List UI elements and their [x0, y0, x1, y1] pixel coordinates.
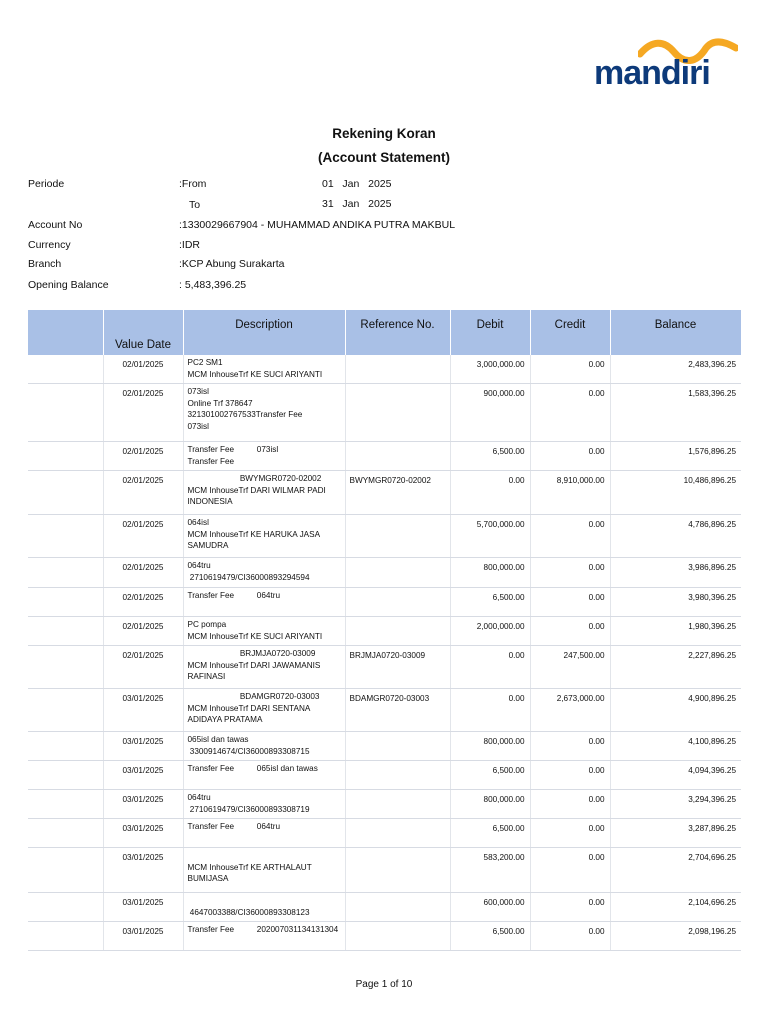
description-line: 4647003388/CI36000893308123 — [187, 907, 310, 917]
table-row — [28, 384, 741, 442]
balance-cell: 2,098,196.25 — [610, 922, 741, 951]
description-line: 064isl — [187, 518, 209, 527]
debit-cell: 800,000.00 — [450, 558, 530, 588]
value-date-cell: 02/01/2025 — [103, 355, 183, 384]
description-cell — [183, 689, 345, 732]
to-label: To — [189, 199, 201, 211]
header-balance: Balance — [610, 310, 741, 355]
description-line: MCM InhouseTrf KE SUCI ARIYANTI — [187, 369, 323, 379]
description-cell — [183, 355, 345, 384]
debit-cell: 583,200.00 — [450, 848, 530, 893]
header-debit: Debit — [450, 310, 530, 355]
balance-cell: 2,227,896.25 — [610, 646, 741, 689]
description-line: 2710619479/CI36000893294594 — [187, 572, 310, 582]
table-row — [28, 558, 741, 588]
description-line: BUMIJASA — [187, 874, 229, 883]
balance-cell: 2,104,696.25 — [610, 893, 741, 922]
table-header-row — [28, 310, 741, 355]
value-date-cell: 02/01/2025 — [103, 588, 183, 617]
row-blank-cell — [28, 588, 103, 617]
row-blank-cell — [28, 790, 103, 819]
value-date-cell: 02/01/2025 — [103, 515, 183, 558]
debit-cell: 0.00 — [450, 471, 530, 515]
description-line: Transfer Fee 064tru — [187, 822, 281, 831]
debit-cell: 0.00 — [450, 646, 530, 689]
description-cell — [183, 922, 345, 951]
page-number: Page 1 of 10 — [355, 979, 413, 990]
balance-cell: 2,704,696.25 — [610, 848, 741, 893]
credit-cell: 8,910,000.00 — [530, 471, 610, 515]
balance-cell: 3,986,896.25 — [610, 558, 741, 588]
row-blank-cell — [28, 848, 103, 893]
balance-cell: 3,294,396.25 — [610, 790, 741, 819]
description-line: PC2 SM1 — [187, 358, 223, 367]
value-date-cell: 02/01/2025 — [103, 442, 183, 471]
opening-balance-value: : 5,483,396.25 — [179, 279, 247, 291]
debit-cell: 900,000.00 — [450, 384, 530, 442]
value-date-cell: 03/01/2025 — [103, 893, 183, 922]
balance-cell: 2,483,396.25 — [610, 355, 741, 384]
description-line: 3300914674/CI36000893308715 — [187, 746, 310, 756]
credit-cell: 0.00 — [530, 848, 610, 893]
credit-cell: 0.00 — [530, 558, 610, 588]
table-row — [28, 819, 741, 848]
row-blank-cell — [28, 819, 103, 848]
description-line: INDONESIA — [187, 497, 233, 506]
debit-cell: 3,000,000.00 — [450, 355, 530, 384]
reference-cell — [345, 893, 450, 922]
description-line: Transfer Fee 064tru — [187, 591, 281, 600]
description-cell — [183, 893, 345, 922]
description-line: Transfer Fee — [187, 456, 235, 466]
description-line: 064tru — [187, 793, 211, 802]
description-line: 073isl — [187, 421, 209, 431]
debit-cell: 0.00 — [450, 689, 530, 732]
reference-cell — [345, 588, 450, 617]
value-date-cell: 03/01/2025 — [103, 689, 183, 732]
description-line: BRJMJA0720-03009 — [187, 649, 316, 658]
table-row — [28, 355, 741, 384]
table-row — [28, 646, 741, 689]
reference-cell — [345, 848, 450, 893]
description-line: MCM InhouseTrf KE SUCI ARIYANTI — [187, 631, 323, 641]
description-cell — [183, 848, 345, 893]
balance-cell: 4,900,896.25 — [610, 689, 741, 732]
debit-cell: 6,500.00 — [450, 922, 530, 951]
description-line: ADIDAYA PRATAMA — [187, 715, 263, 724]
description-line: MCM InhouseTrf KE HARUKA JASA — [187, 529, 321, 539]
debit-cell: 6,500.00 — [450, 819, 530, 848]
table-row — [28, 471, 741, 515]
credit-cell: 0.00 — [530, 922, 610, 951]
description-line: BWYMGR0720-02002 — [187, 474, 322, 483]
credit-cell: 0.00 — [530, 819, 610, 848]
value-date-cell: 02/01/2025 — [103, 617, 183, 646]
table-row — [28, 515, 741, 558]
description-line: PC pompa — [187, 620, 227, 629]
branch-value: :KCP Abung Surakarta — [179, 258, 285, 270]
description-line: RAFINASI — [187, 672, 226, 681]
row-blank-cell — [28, 646, 103, 689]
branch-label: Branch — [28, 258, 62, 270]
description-line: SAMUDRA — [187, 541, 229, 550]
balance-cell: 10,486,896.25 — [610, 471, 741, 515]
table-row — [28, 893, 741, 922]
value-date-cell: 02/01/2025 — [103, 471, 183, 515]
account-label: Account No — [28, 219, 83, 231]
table-row — [28, 761, 741, 790]
table-row — [28, 790, 741, 819]
reference-cell — [345, 819, 450, 848]
row-blank-cell — [28, 355, 103, 384]
balance-cell: 1,583,396.25 — [610, 384, 741, 442]
value-date-cell: 02/01/2025 — [103, 558, 183, 588]
header-credit: Credit — [530, 310, 610, 355]
debit-cell: 6,500.00 — [450, 588, 530, 617]
account-value: :1330029667904 - MUHAMMAD ANDIKA PUTRA MAKBUL — [179, 219, 456, 231]
balance-cell: 4,786,896.25 — [610, 515, 741, 558]
credit-cell: 0.00 — [530, 761, 610, 790]
reference-cell: BDAMGR0720-03003 — [345, 689, 450, 732]
credit-cell: 2,673,000.00 — [530, 689, 610, 732]
value-date-cell: 02/01/2025 — [103, 384, 183, 442]
description-cell — [183, 732, 345, 761]
description-cell — [183, 646, 345, 689]
table-row — [28, 617, 741, 646]
document-subtitle: (Account Statement) — [317, 150, 450, 165]
row-blank-cell — [28, 893, 103, 922]
description-line: MCM InhouseTrf DARI SENTANA — [187, 703, 311, 713]
reference-cell — [345, 515, 450, 558]
table-row — [28, 689, 741, 732]
credit-cell: 0.00 — [530, 588, 610, 617]
reference-cell: BWYMGR0720-02002 — [345, 471, 450, 515]
header-value-date: Value Date — [103, 310, 183, 355]
debit-cell: 600,000.00 — [450, 893, 530, 922]
debit-cell: 5,700,000.00 — [450, 515, 530, 558]
balance-cell: 3,287,896.25 — [610, 819, 741, 848]
transactions-table — [28, 310, 742, 951]
description-line: 321301002767533Transfer Fee — [187, 410, 303, 419]
description-line: 064tru — [187, 561, 211, 570]
value-date-cell: 03/01/2025 — [103, 761, 183, 790]
row-blank-cell — [28, 689, 103, 732]
description-line: 065isl dan tawas — [187, 735, 249, 744]
table-row — [28, 848, 741, 893]
reference-cell — [345, 384, 450, 442]
credit-cell: 0.00 — [530, 790, 610, 819]
header-blank — [28, 310, 103, 355]
credit-cell: 247,500.00 — [530, 646, 610, 689]
reference-cell — [345, 922, 450, 951]
document-title: Rekening Koran — [332, 126, 436, 141]
from-date: 01 Jan 2025 — [322, 178, 392, 190]
reference-cell — [345, 442, 450, 471]
description-cell — [183, 790, 345, 819]
reference-cell — [345, 355, 450, 384]
header-description: Description — [183, 310, 345, 355]
description-line — [188, 775, 341, 787]
credit-cell: 0.00 — [530, 617, 610, 646]
row-blank-cell — [28, 761, 103, 790]
description-cell — [183, 558, 345, 588]
value-date-cell: 03/01/2025 — [103, 819, 183, 848]
credit-cell: 0.00 — [530, 515, 610, 558]
debit-cell: 800,000.00 — [450, 790, 530, 819]
row-blank-cell — [28, 471, 103, 515]
balance-cell: 3,980,396.25 — [610, 588, 741, 617]
balance-cell: 4,100,896.25 — [610, 732, 741, 761]
header-reference: Reference No. — [345, 310, 450, 355]
from-label: :From — [179, 178, 207, 190]
description-line — [188, 895, 341, 907]
balance-cell: 4,094,396.25 — [610, 761, 741, 790]
debit-cell: 800,000.00 — [450, 732, 530, 761]
description-line: Transfer Fee 073isl — [187, 445, 279, 454]
row-blank-cell — [28, 732, 103, 761]
table-row — [28, 588, 741, 617]
table-row — [28, 442, 741, 471]
description-cell — [183, 515, 345, 558]
description-cell — [183, 384, 345, 442]
credit-cell: 0.00 — [530, 355, 610, 384]
description-line: Transfer Fee 202007031134131304 — [187, 925, 339, 934]
description-line: 2710619479/CI36000893308719 — [187, 804, 310, 814]
reference-cell — [345, 732, 450, 761]
row-blank-cell — [28, 558, 103, 588]
logo-text: mandiri — [594, 54, 710, 92]
credit-cell: 0.00 — [530, 893, 610, 922]
value-date-cell: 03/01/2025 — [103, 848, 183, 893]
mandiri-logo — [594, 38, 744, 94]
description-cell — [183, 761, 345, 790]
description-line: MCM InhouseTrf DARI JAWAMANIS — [187, 660, 321, 670]
description-line: Online Trf 378647 — [187, 398, 253, 408]
value-date-cell: 03/01/2025 — [103, 790, 183, 819]
reference-cell: BRJMJA0720-03009 — [345, 646, 450, 689]
row-blank-cell — [28, 617, 103, 646]
description-cell — [183, 819, 345, 848]
debit-cell: 6,500.00 — [450, 761, 530, 790]
value-date-cell: 02/01/2025 — [103, 646, 183, 689]
description-line: MCM InhouseTrf DARI WILMAR PADI — [187, 485, 326, 495]
reference-cell — [345, 761, 450, 790]
description-cell — [183, 471, 345, 515]
row-blank-cell — [28, 384, 103, 442]
row-blank-cell — [28, 515, 103, 558]
debit-cell: 2,000,000.00 — [450, 617, 530, 646]
credit-cell: 0.00 — [530, 384, 610, 442]
opening-balance-label: Opening Balance — [28, 279, 109, 291]
row-blank-cell — [28, 442, 103, 471]
reference-cell — [345, 558, 450, 588]
credit-cell: 0.00 — [530, 442, 610, 471]
description-cell — [183, 617, 345, 646]
reference-cell — [345, 617, 450, 646]
description-cell — [183, 442, 345, 471]
description-line: BDAMGR0720-03003 — [187, 692, 320, 701]
debit-cell: 6,500.00 — [450, 442, 530, 471]
reference-cell — [345, 790, 450, 819]
description-line: 073isl — [187, 387, 209, 396]
description-cell — [183, 588, 345, 617]
balance-cell: 1,576,896.25 — [610, 442, 741, 471]
credit-cell: 0.00 — [530, 732, 610, 761]
description-line — [188, 833, 341, 845]
value-date-cell: 03/01/2025 — [103, 732, 183, 761]
currency-label: Currency — [28, 239, 71, 251]
table-row — [28, 732, 741, 761]
table-row — [28, 922, 741, 951]
value-date-cell: 03/01/2025 — [103, 922, 183, 951]
currency-value: :IDR — [179, 239, 200, 251]
balance-cell: 1,980,396.25 — [610, 617, 741, 646]
to-date: 31 Jan 2025 — [322, 198, 392, 210]
description-line — [188, 850, 341, 862]
description-line — [188, 602, 341, 614]
periode-label: Periode — [28, 178, 65, 190]
description-line — [188, 936, 341, 948]
description-line: Transfer Fee 065isl dan tawas — [187, 764, 318, 773]
description-line: MCM InhouseTrf KE ARTHALAUT — [187, 862, 312, 872]
row-blank-cell — [28, 922, 103, 951]
